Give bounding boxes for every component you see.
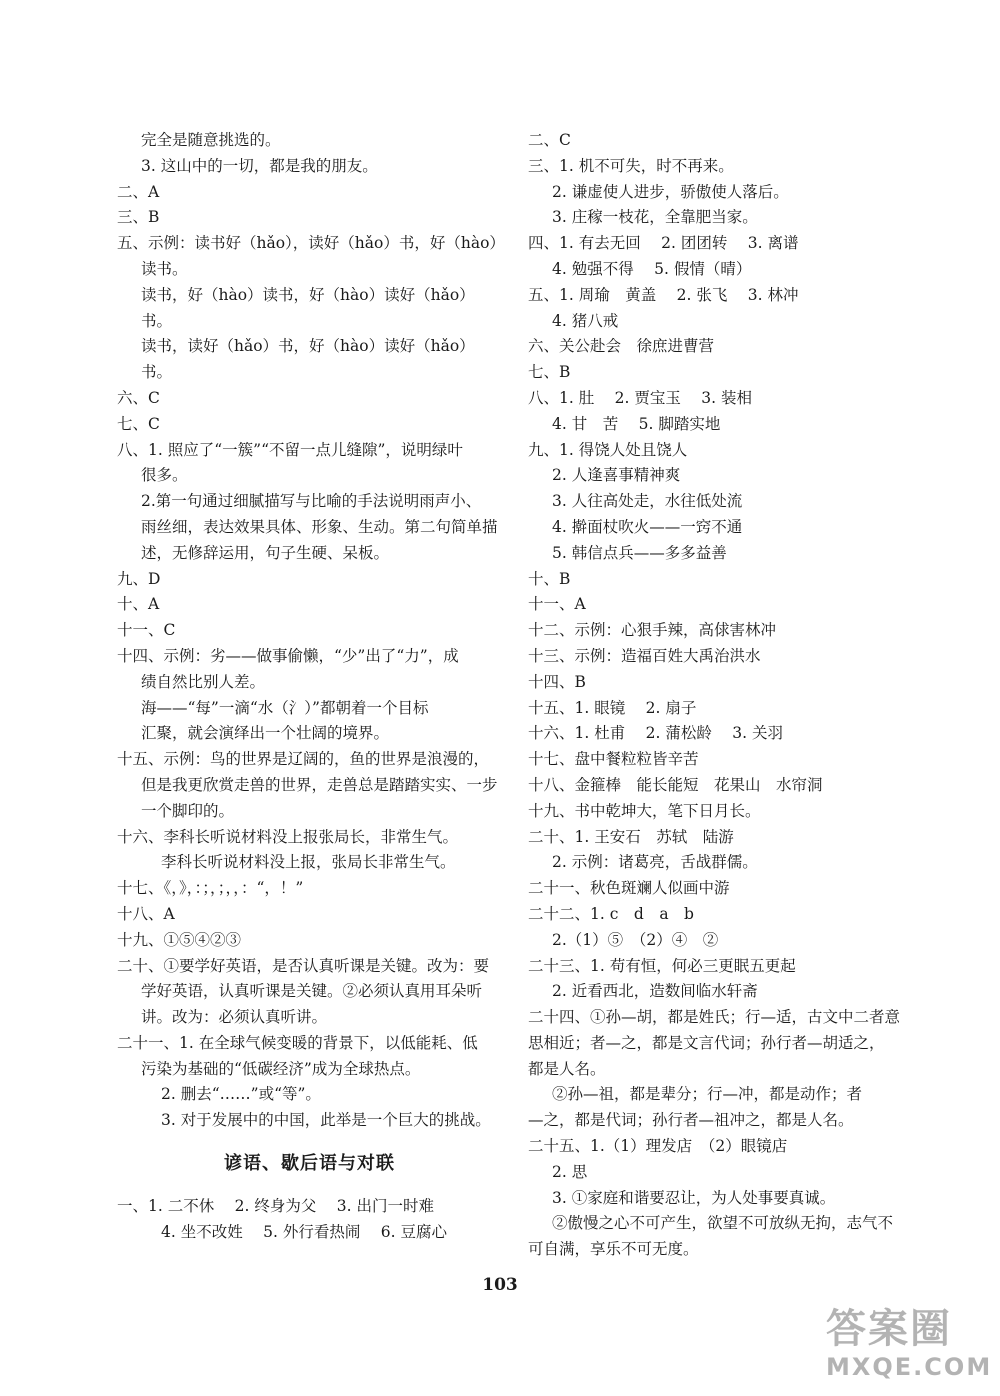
answer-line: 十八、金箍棒 能长能短 花果山 水帘洞 [528, 775, 823, 794]
answer-line: 十四、示例：劣——做事偷懒，“少”出了“力”，成 [117, 646, 459, 665]
answer-line: 4. 擀面杖吹火——一窍不通 [552, 517, 743, 536]
answer-line: 3. 庄稼一枝花，全靠肥当家。 [552, 208, 758, 227]
answer-line: 二十五、1.（1）理发店 （2）眼镜店 [528, 1137, 788, 1156]
answer-line: 2. 删去“……”或“等”。 [161, 1085, 321, 1104]
answer-line: 读书，读好（hǎo）书，好（hào）读好（hǎo） [141, 337, 475, 356]
answer-line: 十五、示例：鸟的世界是辽阔的，鱼的世界是浪漫的， [117, 750, 490, 769]
answer-line: 十六、李科长听说材料没上报张局长，非常生气。 [117, 827, 459, 846]
answer-line: 十、B [528, 569, 571, 588]
answer-line: 污染为基础的“低碳经济”成为全球热点。 [141, 1059, 421, 1078]
left-column [117, 128, 505, 1246]
answer-line: 二十一、1. 在全球气候变暖的背景下，以低能耗、低 [117, 1033, 478, 1052]
answer-line: 读书。 [141, 259, 188, 278]
answer-line: 汇聚，就会演绎出一个壮阔的境界。 [141, 724, 390, 743]
answer-line: 2. 人逢喜事精神爽 [552, 466, 681, 485]
answer-line: 十五、1. 眼镜 2. 扇子 [528, 698, 697, 717]
answer-line: 完全是随意挑选的。 [141, 131, 281, 149]
answer-line: 十八、A [117, 904, 175, 923]
answer-line: 十、A [117, 595, 160, 614]
answer-line: 读书，好（hào）读书，好（hào）读好（hǎo） [141, 285, 475, 304]
answer-line: 二十三、1. 苟有恒，何必三更眠五更起 [528, 956, 796, 975]
answer-line: ②傲慢之心不可产生，欲望不可放纵无拘，志气不 [552, 1214, 894, 1233]
answer-line: 3. 人往高处走，水往低处流 [552, 492, 743, 511]
answer-line: 二十、1. 王安石 苏轼 陆游 [528, 827, 734, 846]
answer-line: 可自满，享乐不可无度。 [528, 1240, 699, 1259]
section-title: 谚语、歇后语与对联 [224, 1153, 395, 1175]
answer-line: 十一、A [528, 595, 586, 614]
page-number: 103 [482, 1275, 518, 1295]
answer-line: 2.（1）⑤ （2）④ ② [552, 930, 719, 949]
watermark-en: MXQE.COM [826, 1353, 993, 1381]
answer-line: 3. 这山中的一切，都是我的朋友。 [141, 156, 378, 175]
answer-line: 海——“每”一滴“水（氵）”都朝着一个目标 [141, 698, 429, 717]
answer-line: 十九、①⑤④②③ [117, 930, 242, 949]
answer-line: 二、A [117, 182, 160, 201]
right-column [528, 128, 908, 1263]
answer-line: 很多。 [141, 466, 188, 485]
answer-line: 一、1. 二不休 2. 终身为父 3. 出门一时难 [117, 1197, 435, 1216]
watermark-logo [826, 1306, 996, 1392]
answer-line: 三、1. 机不可失，时不再来。 [528, 156, 734, 175]
answer-line: 3. 对于发展中的中国，此举是一个巨大的挑战。 [161, 1111, 491, 1130]
answer-line: 十四、B [528, 672, 586, 691]
answer-line: ②孙—祖，都是辈分；行—冲，都是动作；者 [552, 1085, 863, 1104]
answer-line: 2. 示例：诸葛亮，舌战群儒。 [552, 853, 758, 872]
answer-line: 李科长听说材料没上报，张局长非常生气。 [161, 853, 456, 872]
answer-line: 书。 [141, 311, 173, 330]
answer-line: —之，都是代词；孙行者—祖冲之，都是人名。 [528, 1111, 854, 1130]
answer-line: 学好英语，认真听课是关键。②必须认真用耳朵听 [141, 982, 483, 1001]
answer-line: 八、1. 肚 2. 贾宝玉 3. 装相 [528, 388, 753, 407]
answer-line: 2. 思 [552, 1162, 588, 1181]
answer-line: 十三、示例：造福百姓大禹治洪水 [528, 646, 761, 665]
answer-line: 六、C [117, 388, 160, 407]
answer-line: 十七、盘中餐粒粒皆辛苦 [528, 750, 699, 769]
left-answer-lines [117, 128, 505, 1134]
answer-line: 九、D [117, 569, 161, 588]
answer-line: 一个脚印的。 [141, 801, 235, 820]
answer-line: 二十一、秋色斑斓人似画中游 [528, 879, 730, 898]
answer-line: 八、1. 照应了“一簇”“不留一点儿缝隙”，说明绿叶 [117, 440, 463, 459]
answer-line: 2. 近看西北，造数间临水轩斋 [552, 982, 758, 1001]
answer-line: 绩自然比别人差。 [141, 672, 266, 691]
answer-line: 三、B [117, 208, 160, 227]
watermark-cn: 答案圈 [826, 1306, 952, 1352]
answer-line: 十一、C [117, 621, 176, 640]
answer-line: 4. 坐不改姓 5. 外行看热闹 6. 豆腐心 [161, 1222, 448, 1241]
answer-line: 九、1. 得饶人处且饶人 [528, 440, 688, 459]
answer-line: 十二、示例：心狠手辣，高俅害林冲 [528, 621, 777, 640]
answer-line: 讲。改为：必须认真听讲。 [141, 1008, 328, 1027]
answer-line: 但是我更欣赏走兽的世界，走兽总是踏踏实实、一步 [141, 775, 498, 794]
answer-line: 七、C [117, 414, 160, 433]
answer-line: 书。 [141, 363, 173, 382]
answer-line: 2.第一句通过细腻描写与比喻的手法说明雨声小、 [141, 492, 482, 511]
answer-line: 十六、1. 杜甫 2. 蒲松龄 3. 关羽 [528, 724, 784, 743]
answer-line: 4. 勉强不得 5. 假情（晴） [552, 259, 752, 278]
answer-line: 思相近；者—之，都是文言代词；孙行者—胡适之， [528, 1033, 885, 1052]
answer-line: 二十、①要学好英语，是否认真听课是关键。改为：要 [117, 956, 490, 975]
right-answer-lines [528, 128, 908, 1263]
answer-line: 3. ①家庭和谐要忍让，为人处事要真诚。 [552, 1188, 836, 1207]
answer-line: 5. 韩信点兵——多多益善 [552, 543, 727, 562]
answer-line: 4. 甘 苦 5. 脚踏实地 [552, 414, 721, 433]
answer-line: 都是人名。 [528, 1059, 606, 1078]
answer-line: 十七、《，》，：；，；，，：“，！” [117, 879, 304, 898]
answer-line: 十九、书中乾坤大，笔下日月长。 [528, 801, 761, 820]
answer-line: 五、示例：读书好（hǎo），读好（hǎo）书，好（hào） [117, 234, 505, 253]
answer-line: 雨丝细，表达效果具体、形象、生动。第二句简单描 [141, 517, 498, 536]
answer-line: 述，无修辞运用，句子生硬、呆板。 [141, 543, 390, 562]
answer-line: 五、1. 周瑜 黄盖 2. 张飞 3. 林冲 [528, 285, 799, 304]
answer-line: 四、1. 有去无回 2. 团团转 3. 离谱 [528, 234, 799, 253]
answer-line: 2. 谦虚使人进步，骄傲使人落后。 [552, 182, 789, 201]
answer-line: 二十四、①孙—胡，都是姓氏；行—适，古文中二者意 [528, 1008, 901, 1027]
answer-line: 二十二、1. c d a b [528, 904, 694, 923]
answer-line: 4. 猪八戒 [552, 311, 619, 330]
answer-line: 七、B [528, 363, 571, 382]
answer-line: 六、关公赴会 徐庶进曹营 [528, 337, 715, 356]
left-after-title-lines [117, 1194, 502, 1246]
answer-line: 二、C [528, 131, 571, 149]
